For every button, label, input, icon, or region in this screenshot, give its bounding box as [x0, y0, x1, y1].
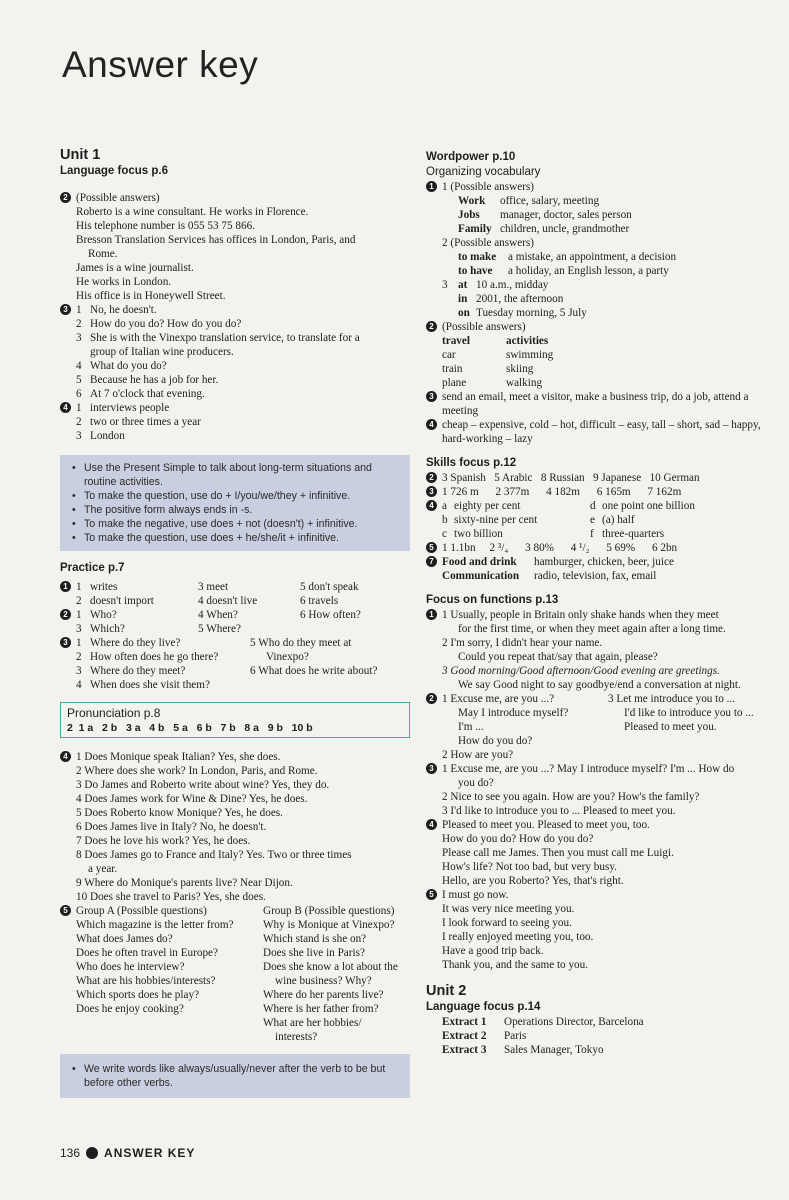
exercise-2-line: Rome. [88, 248, 118, 260]
exercise-number-3: 3 [60, 304, 71, 315]
group-b-title: Group B (Possible questions) [263, 905, 395, 917]
grammar-note: To make the question, use does + he/she/it + infinitive. [84, 532, 339, 544]
group-a-question: Does he enjoy cooking? [76, 1003, 184, 1015]
group-b-question: Why is Monique at Vinexpo? [263, 919, 395, 931]
group-b-question: Which stand is she on? [263, 933, 367, 945]
skills-exercise-7: 7 Food and drink hamburger, chicken, beer, juice Communication radio, television, fax, email [426, 555, 774, 583]
pronunciation-box [60, 702, 410, 738]
answer-line: 7 Does he love his work? Yes, he does. [76, 835, 251, 847]
answer-line: 10 Does she travel to Paris? Yes, she does. [76, 891, 266, 903]
exercise-number-1: 1 [426, 609, 437, 620]
answer-line: London [90, 430, 125, 442]
exercise-number-2: 2 [60, 609, 71, 620]
exercise-number-3: 3 [60, 637, 71, 648]
answer-line: interviews people [90, 402, 170, 414]
exercise-number-2: 2 [60, 192, 71, 203]
answer-line: 6 Does James live in Italy? No, he doesn't. [76, 821, 267, 833]
grammar-note: The positive form always ends in -s. [84, 504, 253, 516]
exercise-2-line: Roberto is a wine consultant. He works in Florence. [76, 206, 309, 218]
exercise-2-line: He works in London. [76, 276, 172, 288]
group-a-title: Group A (Possible questions) [76, 905, 207, 917]
answer-line: 3 Do James and Roberto write about wine? Yes, they do. [76, 779, 330, 791]
practice-exercise-4 [60, 750, 410, 904]
footer-label: ANSWER KEY [104, 1146, 196, 1160]
functions-exercise-2: 2 1 Excuse me, are you ...? 3 Let me introduce you to ... May I introduce myself? I'd like to introduce you to ... I'm ... Pleased to meet you. How do you do? 2 How are you? [426, 692, 774, 762]
exercise-number-2: 2 [426, 321, 437, 332]
unit2-language-focus-heading: Language focus p.14 [426, 1001, 541, 1013]
exercise-2-line: James is a wine journalist. [76, 262, 194, 274]
practice-exercise-2: 2 1 Who? 4 When? 6 How often? 3 Which? 5 Where? [60, 608, 410, 636]
exercise-number-4: 4 [426, 819, 437, 830]
wordpower-subheading: Organizing vocabulary [426, 166, 541, 178]
exercise-number-5: 5 [60, 905, 71, 916]
exercise-number-3: 3 [426, 763, 437, 774]
skills-focus-heading: Skills focus p.12 [426, 457, 517, 469]
answer-line: At 7 o'clock that evening. [90, 388, 205, 400]
functions-exercise-3: 3 1 Excuse me, are you ...? May I introduce myself? I'm ... How do you do? 2 Nice to see you again. How are you? How's the family? 3 I'd like to introduce you to ... Pleased to meet you. [426, 762, 774, 818]
answer-line: She is with the Vinexpo translation service, to translate for a [90, 332, 360, 344]
group-a-question: What does James do? [76, 933, 173, 945]
exercise-number-3: 3 [426, 391, 437, 402]
group-a-question: Who does he interview? [76, 961, 185, 973]
functions-exercise-1: 1 1 Usually, people in Britain only shake hands when they meet for the first time, or when they meet again after a long time. 2 I'm sorry, I didn't hear your name. Could you repeat that/say that again, please? 3 Good morning/Good afternoon/Good evening are greetings. We say Good night to say goodbye/end a conversation at night. [426, 608, 774, 692]
skills-exercise-4: 4 a eighty per cent d one point one billion b sixty-nine per cent e (a) half c two billion f three-quarters [426, 499, 774, 541]
answer-line: 2 Where does she work? In London, Paris, and Rome. [76, 765, 318, 777]
exercise-number-7: 7 [426, 556, 437, 567]
grammar-note: Use the Present Simple to talk about long-term situations and routine activities. [84, 462, 372, 488]
group-a-question: Which sports does he play? [76, 989, 200, 1001]
exercise-3: 3 1 No, he doesn't. 2 How do you do? How do you do? 3 She is with the Vinexpo translation service, to translate for a group of Italian wine producers. 4 What do you do? 5 Because he has a job for her. 6 At 7 o'clock that evening. [60, 303, 410, 401]
wordpower-exercise-3: 3 send an email, meet a visitor, make a business trip, do a job, attend a meeting [426, 390, 774, 418]
exercise-2-line: His office is in Honeywell Street. [76, 290, 226, 302]
wordpower-exercise-2: 2 (Possible answers) travel activities car swimming train skiing plane walking [426, 320, 774, 390]
group-b-question: wine business? Why? [275, 975, 372, 987]
pronunciation-answers: 2 1 a 2 b 3 a 4 b 5 a 6 b 7 b 8 a 9 b 10 b [67, 722, 313, 734]
page-number: 136 [60, 1146, 81, 1160]
group-a-question: What are his hobbies/interests? [76, 975, 216, 987]
group-b-question: Where is her father from? [263, 1003, 379, 1015]
answer-line: group of Italian wine producers. [90, 346, 234, 358]
exercise-number-3: 3 [426, 486, 437, 497]
pronunciation-heading: Pronunciation p.8 [67, 706, 161, 720]
page-title: Answer key [62, 44, 259, 85]
group-b-question: Does she live in Paris? [263, 947, 365, 959]
exercise-number-2: 2 [426, 693, 437, 704]
exercise-number-1: 1 [426, 181, 437, 192]
answer-line: 9 Where do Monique's parents live? Near Dijon. [76, 877, 293, 889]
answer-line: two or three times a year [90, 416, 201, 428]
unit2-heading: Unit 2 [426, 983, 467, 999]
exercise-2 [60, 191, 410, 303]
exercise-number-4: 4 [426, 500, 437, 511]
exercise-number-1: 1 [60, 581, 71, 592]
answer-line: No, he doesn't. [90, 304, 157, 316]
unit1-heading: Unit 1 [60, 147, 101, 163]
grammar-note-box: • Use the Present Simple to talk about long-term situations and routine activities. • To make the question, use do + I/you/we/they + infinitive. • The positive form always ends in -s. • To make the negative, use does + not (doesn't) + infinitive. • To make the question, use does + he/she/it + infinitive. [60, 455, 410, 551]
functions-exercise-5: 5 I must go now. It was very nice meeting you. I look forward to seeing you. I really enjoyed meeting you, too. Have a good trip back. Thank you, and the same to you. [426, 888, 774, 972]
grammar-note: To make the question, use do + I/you/we/they + infinitive. [84, 490, 351, 502]
exercise-2-line: His telephone number is 055 53 75 866. [76, 220, 255, 232]
footer-dot-icon [86, 1147, 98, 1159]
answer-line: 4 Does James work for Wine & Dine? Yes, he does. [76, 793, 308, 805]
answer-line: 1 Does Monique speak Italian? Yes, she does. [76, 751, 281, 763]
functions-exercise-4: 4 Pleased to meet you. Pleased to meet you, too. How do you do? How do you do? Please call me James. Then you must call me Luigi. How's life? Not too bad, but very busy. Hello, are you Roberto? Yes, that's right. [426, 818, 774, 888]
wordpower-exercise-4: 4 cheap – expensive, cold – hot, difficult – easy, tall – short, sad – happy, hard-working – lazy [426, 418, 774, 446]
group-a-question: Which magazine is the letter from? [76, 919, 234, 931]
skills-exercise-5: 5 1 1.1bn 2 ³/₄ 3 80% 4 ¹/₂ 5 69% 6 2bn [426, 541, 774, 555]
grammar-note: We write words like always/usually/never after the verb to be but before other verbs. [84, 1063, 386, 1089]
exercise-number-2: 2 [426, 472, 437, 483]
group-b-question: interests? [275, 1031, 318, 1043]
practice-exercise-1: 1 1 writes 3 meet 5 don't speak 2 doesn't import 4 doesn't live 6 travels [60, 580, 410, 608]
group-b-question: Where do her parents live? [263, 989, 384, 1001]
exercise-2-line: Bresson Translation Services has offices in London, Paris, and [76, 234, 356, 246]
answer-line: How do you do? How do you do? [90, 318, 242, 330]
answer-line: Because he has a job for her. [90, 374, 219, 386]
answer-line: 5 Does Roberto know Monique? Yes, he does. [76, 807, 283, 819]
group-b-question: What are her hobbies/ [263, 1017, 362, 1029]
answer-line: a year. [88, 863, 118, 875]
answer-line: What do you do? [90, 360, 167, 372]
practice-heading: Practice p.7 [60, 562, 125, 574]
grammar-note-box-2: • We write words like always/usually/never after the verb to be but before other verbs. [60, 1054, 410, 1098]
right-column: Wordpower p.10 Organizing vocabulary 1 1 (Possible answers) Work office, salary, meeting Jobs manager, doctor, sales person Family children, uncle, grandmother 2 (Possible answers) to make a mistake, an appointment, a decision to have a holiday, an English lesson, a party 3 at 10 a.m., midday in 2001, the afternoon on Tuesday morning, 5 July 2 (Possible answers) travel activities car swimming train skiing plane walking 3 send an email, meet a visitor, make a business trip, do a job, attend a meeting 4 cheap – expensive, cold – hot, difficult – easy, tall – short, sad – happy, hard-working – lazy Skills focus p.12 2 3 Spanish 5 Arabic 8 Russian 9 Japanese 10 German 3 1 726 m 2 377m 4 182m 6 165m 7 162m 4 a eighty per cent d one point one billion b sixty-nine per cent e (a) half c two billion f three-quarters 5 1 1.1bn 2 ³/₄ 3 80% 4 ¹/₂ 5 69% 6 2bn 7 Food and drink hamburger, chicken, beer, juice Communication radio, television, fax, email Focus on functions p.13 1 1 Usually, people in Britain only shake hands when they meet for the first time, or when they meet again after a long time. 2 I'm sorry, I didn't hear your name. Could you repeat that/say that again, please? 3 Good morning/Good afternoon/Good evening are greetings. We say Good night to say goodbye/end a conversation at night. 2 1 Excuse me, are you ...? 3 Let me introduce you to ... May I introduce myself? I'd like to introduce you to ... I'm ... Pleased to meet you. How do you do? 2 How are you? 3 1 Excuse me, are you ...? May I introduce myself? I'm ... How do you do? 2 Nice to see you again. How are you? How's the family? 3 I'd like to introduce you to ... Pleased to meet you. 4 Pleased to meet you. Pleased to meet you, too. How do you do? How do you do? Please call me James. Then you must call me Luigi. How's life? Not too bad, but very busy. Hello, are you Roberto? Yes, that's right. 5 I must go now. It was very nice meeting you. I look forward to seeing you. I really enjoyed meeting you, too. Have a good trip back. Thank you, and the same to you. Unit 2 Language focus p.14 Extract 1 Operations Director, Barcelona Extract 2 Paris Extract 3 Sales Manager, Tokyo [426, 150, 774, 1057]
skills-exercise-3: 3 1 726 m 2 377m 4 182m 6 165m 7 162m [426, 485, 774, 499]
practice-exercise-5 [60, 904, 410, 1044]
unit1-language-focus-heading: Language focus p.6 [60, 165, 168, 177]
left-column [60, 146, 410, 1098]
wordpower-heading: Wordpower p.10 [426, 151, 516, 163]
exercise-number-5: 5 [426, 889, 437, 900]
answer-line: 8 Does James go to France and Italy? Yes. Two or three times [76, 849, 352, 861]
exercise-number-5: 5 [426, 542, 437, 553]
exercise-number-4: 4 [60, 751, 71, 762]
grammar-note: To make the negative, use does + not (doesn't) + infinitive. [84, 518, 358, 530]
functions-heading: Focus on functions p.13 [426, 594, 559, 606]
exercise-2-intro: (Possible answers) [76, 192, 160, 204]
group-a-question: Does he often travel in Europe? [76, 947, 218, 959]
group-b-question: Does she know a lot about the [263, 961, 398, 973]
page-footer [60, 1146, 195, 1160]
exercise-number-4: 4 [60, 402, 71, 413]
skills-exercise-2: 2 3 Spanish 5 Arabic 8 Russian 9 Japanese 10 German [426, 471, 774, 485]
exercise-number-4: 4 [426, 419, 437, 430]
wordpower-exercise-1: 1 1 (Possible answers) Work office, salary, meeting Jobs manager, doctor, sales person Family children, uncle, grandmother 2 (Possible answers) to make a mistake, an appointment, a decision to have a holiday, an English lesson, a party 3 at 10 a.m., midday in 2001, the afternoon on Tuesday morning, 5 July [426, 180, 774, 320]
practice-exercise-3: 3 1 Where do they live? 5 Who do they meet at 2 How often does he go there? Vinexpo? 3 Where do they meet? 6 What does he write about? 4 When does she visit them? [60, 636, 410, 692]
exercise-4: 4 1 interviews people 2 two or three times a year 3 London [60, 401, 410, 443]
